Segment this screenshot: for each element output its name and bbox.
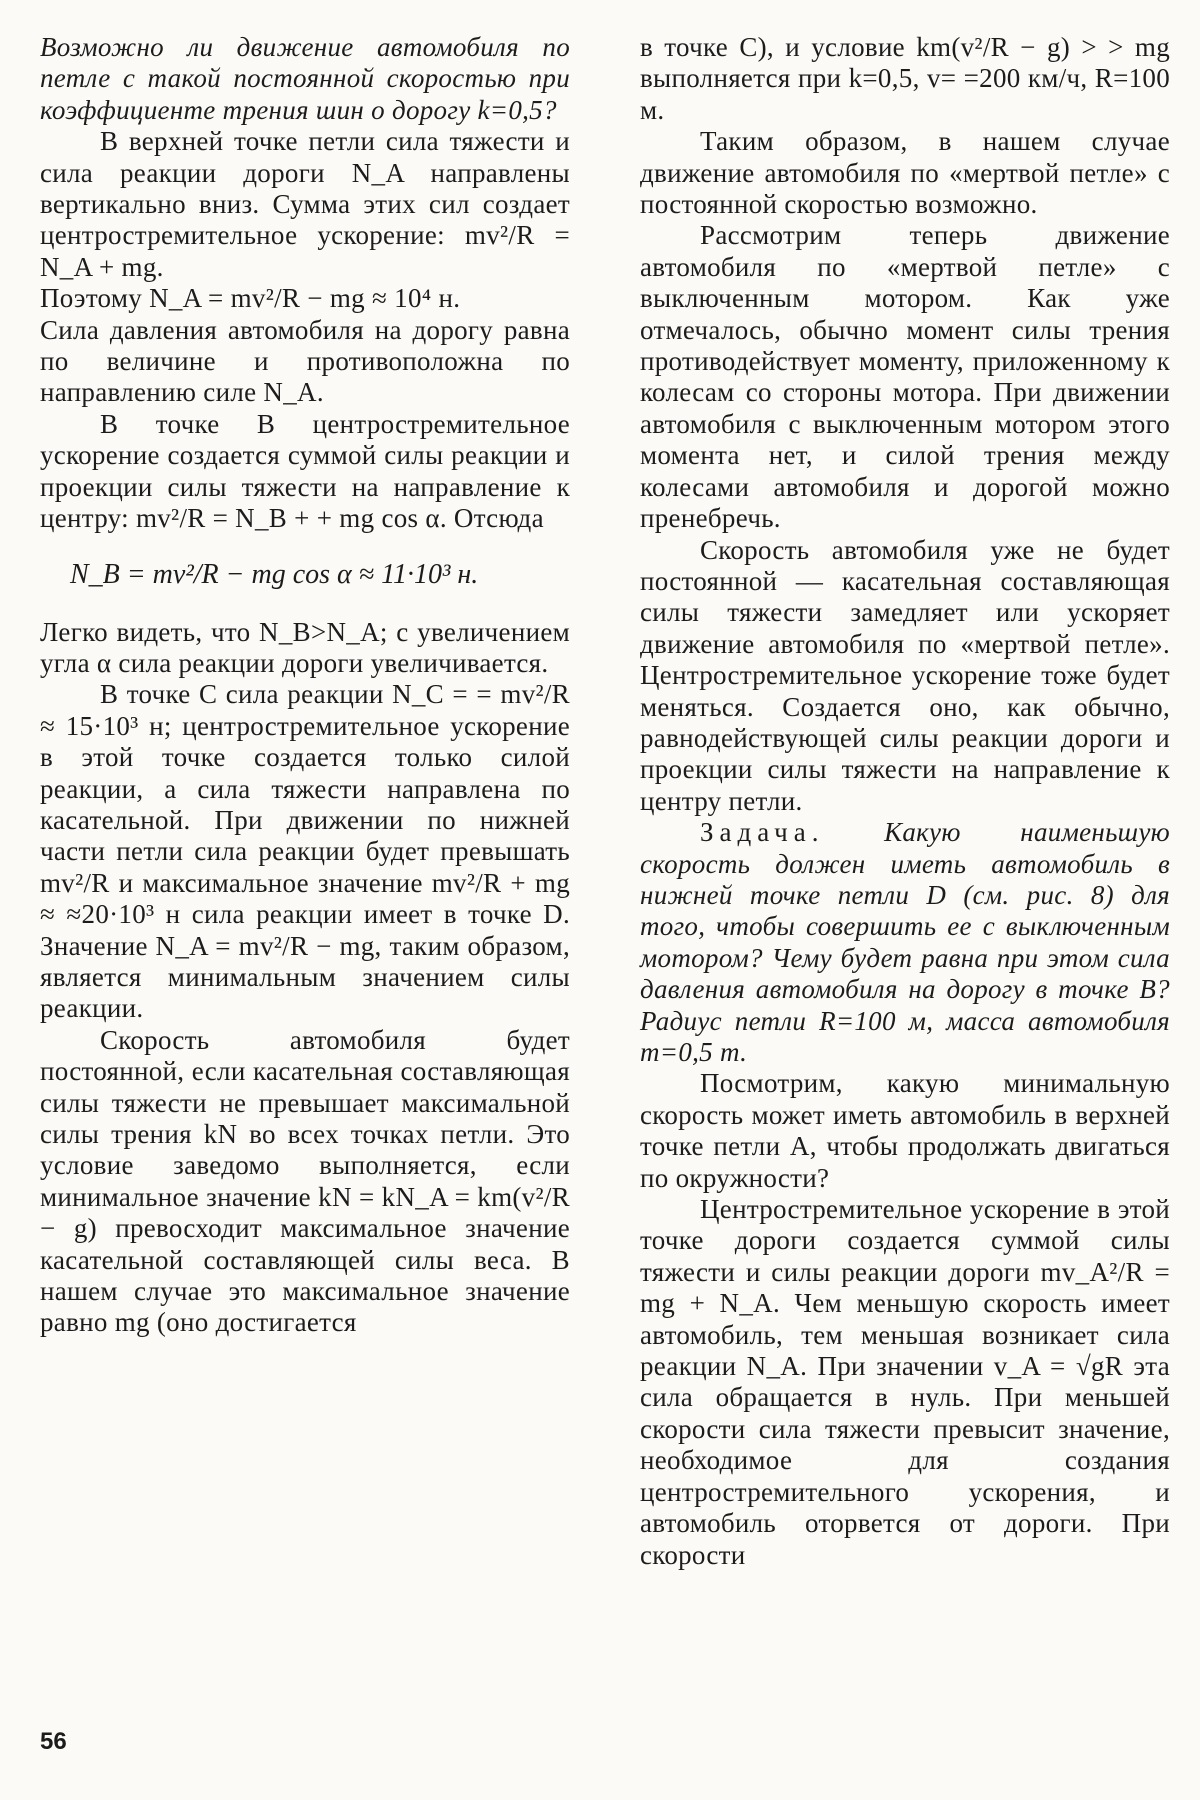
question-text: Возможно ли движение автомобиля по петле с такой постоянной скоростью при коэффициенте трения шин о дорогу k=0,5?	[40, 32, 570, 125]
paragraph-point-b: В точке B центростремительное ускорение создается суммой силы реакции и проекции силы тяжести на направление к центру: mv²/R = N_B + + mg cos α. Отсюда	[40, 408, 570, 534]
page-number: 56	[40, 1728, 67, 1755]
task-label: Задача.	[700, 817, 825, 848]
task-text: Какую наименьшую скорость должен иметь автомобиль в нижней точке петли D (см. рис. 8) для того, чтобы совершить ее с выключенным мотором? Чему будет равна при этом сила давления автомобиля на дорогу в точке B? Радиус петли R=100 м, масса автомобиля m=0,5 т.	[640, 817, 1170, 1067]
right-column	[640, 32, 1170, 1571]
paragraph-variable-speed: Скорость автомобиля уже не будет постоянной — касательная составляющая силы тяжести замедляет или ускоряет движение автомобиля по «мертвой петле». Центростремительное ускорение тоже будет меняться. Создается оно, как обычно, равнодействующей силы реакции дороги и проекции силы тяжести на направление к центру петли.	[640, 534, 1170, 816]
paragraph-point-c: В точке C сила реакции N_C = = mv²/R ≈ 15·10³ н; центростремительное ускорение в этой точке создается только силой реакции, а сила тяжести направлена по касательной. При движении по нижней части петли сила реакции будет превышать mv²/R и максимальное значение mv²/R + mg ≈ ≈20·10³ н сила реакции имеет в точке D. Значение N_A = mv²/R − mg, таким образом, является минимальным значением силы реакции.	[40, 679, 570, 1024]
paragraph-comparison: Легко видеть, что N_B>N_A; с увеличением угла α сила реакции дороги увеличивается.	[40, 616, 570, 678]
formula-na: Поэтому N_A = mv²/R − mg ≈ 10⁴ н.	[40, 283, 461, 314]
paragraph-pressure: Сила давления автомобиля на дорогу равна по величине и противоположна по направлению силе N_A.	[40, 314, 570, 408]
paragraph-minimal-speed: Посмотрим, какую минимальную скорость может иметь автомобиль в верхней точке петли A, чтобы продолжать двигаться по окружности?	[640, 1068, 1170, 1193]
paragraph-centripetal: Центростремительное ускорение в этой точке дороги создается суммой силы тяжести и силы реакции дороги mv_A²/R = mg + N_A. Чем меньшую скорость имеет автомобиль, тем меньшая возникает сила реакции N_A. При значении v_A = √gR эта сила обращается в нуль. При меньшей скорости сила тяжести превысит значение, необходимое для создания центростремительного ускорения, и автомобиль оторвется от дороги. При скорости	[640, 1194, 1170, 1570]
formula-nb: N_B = mv²/R − mg cos α ≈ 11·10³ н.	[70, 558, 479, 590]
paragraph-top-point: В верхней точке петли сила тяжести и сила реакции дороги N_A направлены вертикально вниз. Сумма этих сил создает центростремительное ускорение: mv²/R = N_A + mg.	[40, 126, 570, 282]
paragraph-motor-off: Рассмотрим теперь движение автомобиля по «мертвой петле» с выключенным мотором. Как уже отмечалось, обычно момент силы трения противодействует моменту, приложенному к колесам со стороны мотора. При движении автомобиля с выключенным мотором этого момента нет, и силой трения между колесами автомобиля и дорогой можно пренебречь.	[640, 220, 1170, 534]
paragraph-speed-condition: Скорость автомобиля будет постоянной, если касательная составляющая силы тяжести не превышает максимальной силы трения kN во всех точках петли. Это условие заведомо выполняется, если минимальное значение kN = kN_A = km(v²/R − g) превосходит максимальное значение касательной составляющей силы веса. В нашем случае это максимальное значение равно mg (оно достигается	[40, 1024, 570, 1338]
paragraph-conclusion: Таким образом, в нашем случае движение автомобиля по «мертвой петле» с постоянной скоростью возможно.	[640, 126, 1170, 220]
paragraph-condition: в точке C), и условие km(v²/R − g) > > mg выполняется при k=0,5, v= =200 км/ч, R=100 м.	[640, 32, 1170, 125]
left-column	[40, 32, 570, 1339]
task-paragraph	[640, 817, 1170, 1068]
